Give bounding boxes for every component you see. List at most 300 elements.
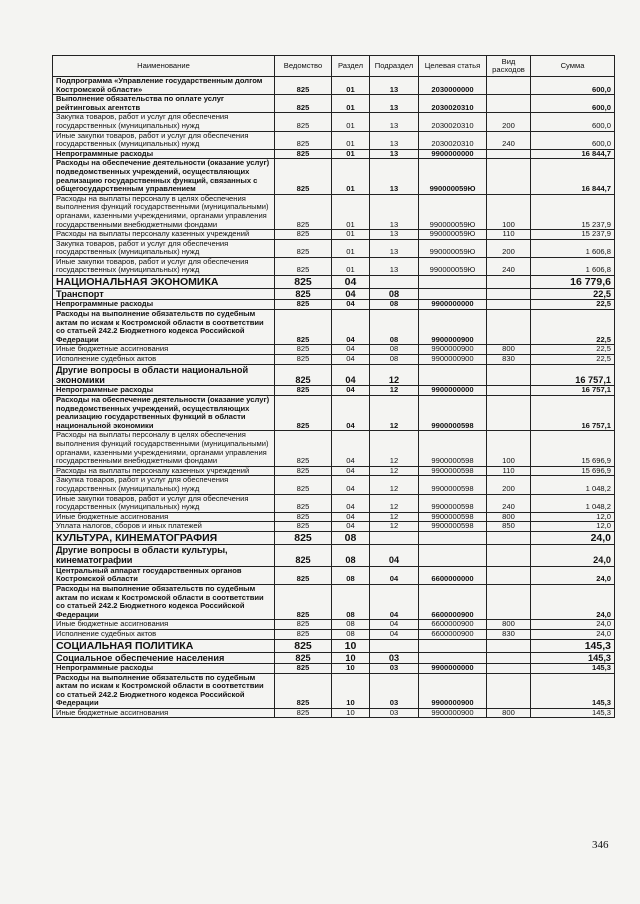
table-row [53, 345, 615, 355]
row-subsection: 12 [370, 466, 419, 476]
row-subsection: 13 [370, 95, 419, 113]
row-name: Непрограммные расходы [53, 300, 275, 310]
page-number: 346 [592, 839, 609, 851]
row-target-article: 2030020310 [419, 113, 487, 131]
row-subsection: 12 [370, 386, 419, 396]
row-expense-type [487, 396, 531, 431]
row-department: 825 [275, 257, 332, 275]
budget-table [52, 55, 615, 718]
row-section: 01 [332, 230, 370, 240]
row-subsection: 13 [370, 230, 419, 240]
table-row [53, 149, 615, 159]
row-amount: 22,5 [531, 310, 615, 345]
row-section: 04 [332, 355, 370, 365]
row-name: Исполнение судебных актов [53, 629, 275, 639]
row-subsection: 03 [370, 652, 419, 663]
row-expense-type: 200 [487, 476, 531, 494]
row-target-article [419, 544, 487, 566]
row-name: КУЛЬТУРА, КИНЕМАТОГРАФИЯ [53, 531, 275, 544]
row-amount: 600,0 [531, 95, 615, 113]
row-section: 04 [332, 494, 370, 512]
row-amount: 16 757,1 [531, 396, 615, 431]
row-target-article [419, 276, 487, 289]
row-amount: 145,3 [531, 652, 615, 663]
row-name: НАЦИОНАЛЬНАЯ ЭКОНОМИКА [53, 276, 275, 289]
table-row [53, 584, 615, 619]
row-section: 04 [332, 476, 370, 494]
row-name: Расходы на обеспечение деятельности (оказание услуг) подведомственных учреждений, осуществляющих реализацию государственных функций, связанных с общегосударственным управлением [53, 159, 275, 194]
row-subsection: 12 [370, 512, 419, 522]
row-amount: 24,0 [531, 531, 615, 544]
row-subsection: 13 [370, 77, 419, 95]
row-subsection: 04 [370, 584, 419, 619]
row-section: 04 [332, 300, 370, 310]
row-target-article: 9900000598 [419, 431, 487, 466]
table-row [53, 300, 615, 310]
row-target-article [419, 364, 487, 386]
row-department: 825 [275, 276, 332, 289]
row-name: Закупка товаров, работ и услуг для обеспечения государственных (муниципальных) нужд [53, 476, 275, 494]
row-section: 01 [332, 113, 370, 131]
row-amount: 16 757,1 [531, 364, 615, 386]
row-amount: 1 048,2 [531, 494, 615, 512]
row-amount: 22,5 [531, 300, 615, 310]
header-target-article: Целевая статья [419, 56, 487, 77]
row-target-article: 9900000598 [419, 476, 487, 494]
row-department: 825 [275, 386, 332, 396]
row-expense-type [487, 77, 531, 95]
row-subsection: 04 [370, 566, 419, 584]
row-target-article [419, 652, 487, 663]
table-row [53, 652, 615, 663]
row-amount: 145,3 [531, 663, 615, 673]
row-name: Иные бюджетные ассигнования [53, 708, 275, 718]
row-subsection: 03 [370, 673, 419, 708]
row-expense-type: 800 [487, 620, 531, 630]
row-expense-type [487, 386, 531, 396]
row-section: 01 [332, 239, 370, 257]
row-name: Расходы на выплаты персоналу в целях обеспечения выполнения функций государственными (муниципальными) органами, казенными учреждениями, органами управления государственными внебюджетными фондами [53, 194, 275, 229]
row-expense-type: 110 [487, 466, 531, 476]
row-department: 825 [275, 708, 332, 718]
row-section: 04 [332, 276, 370, 289]
table-row [53, 466, 615, 476]
row-amount: 24,0 [531, 620, 615, 630]
row-department: 825 [275, 531, 332, 544]
row-subsection: 13 [370, 159, 419, 194]
row-department: 825 [275, 639, 332, 652]
row-amount: 15 237,9 [531, 194, 615, 229]
row-subsection [370, 639, 419, 652]
row-department: 825 [275, 345, 332, 355]
row-section: 01 [332, 77, 370, 95]
table-row [53, 544, 615, 566]
row-amount: 24,0 [531, 584, 615, 619]
row-amount: 12,0 [531, 512, 615, 522]
row-subsection: 08 [370, 355, 419, 365]
row-expense-type: 800 [487, 345, 531, 355]
row-amount: 1 048,2 [531, 476, 615, 494]
table-row [53, 396, 615, 431]
row-subsection: 08 [370, 300, 419, 310]
row-expense-type: 830 [487, 355, 531, 365]
row-subsection: 04 [370, 544, 419, 566]
row-subsection: 04 [370, 629, 419, 639]
row-department: 825 [275, 566, 332, 584]
row-target-article: 990000059Ю [419, 159, 487, 194]
table-row [53, 310, 615, 345]
row-target-article: 2030020310 [419, 95, 487, 113]
table-body [53, 77, 615, 718]
row-expense-type [487, 159, 531, 194]
row-department: 825 [275, 289, 332, 300]
row-amount: 22,5 [531, 355, 615, 365]
table-header-row [53, 56, 615, 77]
row-expense-type [487, 566, 531, 584]
row-name: Другие вопросы в области национальной экономики [53, 364, 275, 386]
row-department: 825 [275, 512, 332, 522]
table-row [53, 673, 615, 708]
row-expense-type [487, 364, 531, 386]
row-department: 825 [275, 300, 332, 310]
row-expense-type: 800 [487, 512, 531, 522]
row-name: Иные бюджетные ассигнования [53, 620, 275, 630]
row-section: 01 [332, 95, 370, 113]
row-amount: 22,5 [531, 345, 615, 355]
row-department: 825 [275, 466, 332, 476]
row-target-article: 9900000000 [419, 386, 487, 396]
row-section: 04 [332, 364, 370, 386]
row-expense-type [487, 289, 531, 300]
row-target-article: 990000059Ю [419, 257, 487, 275]
row-name: Непрограммные расходы [53, 386, 275, 396]
row-name: Закупка товаров, работ и услуг для обеспечения государственных (муниципальных) нужд [53, 239, 275, 257]
row-department: 825 [275, 494, 332, 512]
row-target-article: 9900000598 [419, 396, 487, 431]
row-target-article: 2030000000 [419, 77, 487, 95]
row-name: Подпрограмма «Управление государственным долгом Костромской области» [53, 77, 275, 95]
row-name: Иные закупки товаров, работ и услуг для обеспечения государственных (муниципальных) нужд [53, 257, 275, 275]
header-expense-type: Вид расходов [487, 56, 531, 77]
row-amount: 1 606,8 [531, 239, 615, 257]
row-department: 825 [275, 159, 332, 194]
row-target-article: 2030020310 [419, 131, 487, 149]
row-department: 825 [275, 673, 332, 708]
row-name: Расходы на выполнение обязательств по судебным актам по искам к Костромской области в соответствии со статьей 242.2 Бюджетного кодекса Российской Федерации [53, 310, 275, 345]
row-name: Иные закупки товаров, работ и услуг для обеспечения государственных (муниципальных) нужд [53, 494, 275, 512]
table-row [53, 629, 615, 639]
row-name: Иные бюджетные ассигнования [53, 345, 275, 355]
row-section: 10 [332, 708, 370, 718]
table-row [53, 531, 615, 544]
row-subsection: 13 [370, 257, 419, 275]
header-name: Наименование [53, 56, 275, 77]
row-section: 01 [332, 131, 370, 149]
row-target-article: 9900000000 [419, 149, 487, 159]
row-target-article: 9900000900 [419, 708, 487, 718]
row-name: Выполнение обязательства по оплате услуг рейтинговых агентств [53, 95, 275, 113]
table-row [53, 131, 615, 149]
row-name: Уплата налогов, сборов и иных платежей [53, 522, 275, 532]
row-section: 08 [332, 531, 370, 544]
row-target-article: 990000059Ю [419, 239, 487, 257]
row-department: 825 [275, 620, 332, 630]
row-section: 01 [332, 194, 370, 229]
row-expense-type [487, 673, 531, 708]
row-section: 01 [332, 159, 370, 194]
row-section: 08 [332, 566, 370, 584]
row-expense-type: 240 [487, 257, 531, 275]
header-amount: Сумма [531, 56, 615, 77]
row-expense-type [487, 584, 531, 619]
row-name: Расходы на выполнение обязательств по судебным актам по искам к Костромской области в соответствии со статьей 242.2 Бюджетного кодекса Российской Федерации [53, 584, 275, 619]
row-target-article: 9900000598 [419, 512, 487, 522]
table-row [53, 708, 615, 718]
row-department: 825 [275, 629, 332, 639]
row-subsection: 12 [370, 522, 419, 532]
row-name: Расходы на выплаты персоналу в целях обеспечения выполнения функций государственными (муниципальными) органами, казенными учреждениями, органами управления государственными внебюджетными фондами [53, 431, 275, 466]
table-row [53, 239, 615, 257]
table-row [53, 512, 615, 522]
row-department: 825 [275, 77, 332, 95]
row-expense-type [487, 310, 531, 345]
row-target-article: 990000059Ю [419, 194, 487, 229]
table-row [53, 289, 615, 300]
row-name: Непрограммные расходы [53, 149, 275, 159]
row-subsection [370, 531, 419, 544]
row-target-article: 9900000598 [419, 466, 487, 476]
row-amount: 16 844,7 [531, 149, 615, 159]
row-department: 825 [275, 149, 332, 159]
row-expense-type: 850 [487, 522, 531, 532]
row-amount: 16 844,7 [531, 159, 615, 194]
table-row [53, 257, 615, 275]
table-row [53, 431, 615, 466]
budget-page [52, 55, 614, 718]
row-expense-type: 240 [487, 131, 531, 149]
row-expense-type [487, 276, 531, 289]
row-section: 04 [332, 512, 370, 522]
table-row [53, 663, 615, 673]
row-expense-type [487, 639, 531, 652]
table-row [53, 355, 615, 365]
row-expense-type: 240 [487, 494, 531, 512]
row-target-article [419, 639, 487, 652]
row-section: 01 [332, 149, 370, 159]
row-name: Исполнение судебных актов [53, 355, 275, 365]
row-subsection: 13 [370, 149, 419, 159]
row-subsection: 12 [370, 494, 419, 512]
row-section: 10 [332, 663, 370, 673]
row-name: Закупка товаров, работ и услуг для обеспечения государственных (муниципальных) нужд [53, 113, 275, 131]
row-amount: 15 696,9 [531, 431, 615, 466]
row-amount: 15 237,9 [531, 230, 615, 240]
row-target-article: 6600000900 [419, 584, 487, 619]
row-section: 04 [332, 345, 370, 355]
table-row [53, 566, 615, 584]
row-department: 825 [275, 230, 332, 240]
row-section: 04 [332, 386, 370, 396]
row-target-article: 9900000900 [419, 355, 487, 365]
row-subsection: 08 [370, 345, 419, 355]
row-subsection: 04 [370, 620, 419, 630]
row-amount: 1 606,8 [531, 257, 615, 275]
row-amount: 12,0 [531, 522, 615, 532]
table-row [53, 639, 615, 652]
row-name: СОЦИАЛЬНАЯ ПОЛИТИКА [53, 639, 275, 652]
row-target-article: 9900000000 [419, 663, 487, 673]
table-row [53, 476, 615, 494]
row-amount: 16 779,6 [531, 276, 615, 289]
row-section: 08 [332, 629, 370, 639]
row-expense-type [487, 149, 531, 159]
row-section: 04 [332, 289, 370, 300]
row-subsection: 12 [370, 364, 419, 386]
row-subsection: 03 [370, 663, 419, 673]
row-amount: 145,3 [531, 708, 615, 718]
row-amount: 15 696,9 [531, 466, 615, 476]
row-name: Расходы на выплаты персоналу казенных учреждений [53, 466, 275, 476]
row-name: Транспорт [53, 289, 275, 300]
header-department: Ведомство [275, 56, 332, 77]
row-expense-type [487, 531, 531, 544]
row-subsection [370, 276, 419, 289]
row-expense-type: 200 [487, 113, 531, 131]
row-expense-type [487, 544, 531, 566]
row-expense-type [487, 300, 531, 310]
row-amount: 24,0 [531, 566, 615, 584]
row-subsection: 12 [370, 431, 419, 466]
row-section: 04 [332, 466, 370, 476]
row-target-article: 9900000598 [419, 494, 487, 512]
row-section: 04 [332, 431, 370, 466]
row-section: 10 [332, 652, 370, 663]
row-section: 10 [332, 673, 370, 708]
row-subsection: 13 [370, 131, 419, 149]
row-amount: 600,0 [531, 131, 615, 149]
table-row [53, 522, 615, 532]
row-target-article: 9900000000 [419, 300, 487, 310]
row-expense-type: 110 [487, 230, 531, 240]
row-amount: 22,5 [531, 289, 615, 300]
row-amount: 600,0 [531, 77, 615, 95]
table-row [53, 95, 615, 113]
row-department: 825 [275, 522, 332, 532]
row-name: Центральный аппарат государственных органов Костромской области [53, 566, 275, 584]
row-subsection: 13 [370, 239, 419, 257]
row-amount: 600,0 [531, 113, 615, 131]
row-target-article: 6600000900 [419, 620, 487, 630]
row-section: 08 [332, 544, 370, 566]
row-target-article: 6600000000 [419, 566, 487, 584]
row-section: 01 [332, 257, 370, 275]
row-expense-type: 830 [487, 629, 531, 639]
row-section: 04 [332, 396, 370, 431]
row-subsection: 13 [370, 113, 419, 131]
row-department: 825 [275, 431, 332, 466]
row-section: 08 [332, 584, 370, 619]
table-row [53, 620, 615, 630]
row-expense-type: 100 [487, 431, 531, 466]
row-section: 04 [332, 310, 370, 345]
row-department: 825 [275, 663, 332, 673]
row-target-article: 6600000900 [419, 629, 487, 639]
header-section: Раздел [332, 56, 370, 77]
row-department: 825 [275, 131, 332, 149]
row-name: Иные бюджетные ассигнования [53, 512, 275, 522]
row-target-article [419, 531, 487, 544]
row-name: Другие вопросы в области культуры, кинематографии [53, 544, 275, 566]
row-department: 825 [275, 355, 332, 365]
row-name: Расходы на выплаты персоналу казенных учреждений [53, 230, 275, 240]
row-department: 825 [275, 310, 332, 345]
table-row [53, 494, 615, 512]
row-name: Иные закупки товаров, работ и услуг для обеспечения государственных (муниципальных) нужд [53, 131, 275, 149]
table-row [53, 113, 615, 131]
row-name: Расходы на выполнение обязательств по судебным актам по искам к Костромской области в соответствии со статьей 242.2 Бюджетного кодекса Российской Федерации [53, 673, 275, 708]
table-row [53, 364, 615, 386]
row-amount: 24,0 [531, 544, 615, 566]
row-department: 825 [275, 584, 332, 619]
row-department: 825 [275, 95, 332, 113]
table-row [53, 77, 615, 95]
row-expense-type [487, 95, 531, 113]
row-amount: 16 757,1 [531, 386, 615, 396]
table-row [53, 276, 615, 289]
row-expense-type [487, 652, 531, 663]
row-target-article: 9900000900 [419, 345, 487, 355]
header-subsection: Подраздел [370, 56, 419, 77]
row-target-article: 9900000900 [419, 673, 487, 708]
row-section: 10 [332, 639, 370, 652]
row-target-article [419, 289, 487, 300]
row-section: 04 [332, 522, 370, 532]
row-expense-type: 200 [487, 239, 531, 257]
row-subsection: 12 [370, 476, 419, 494]
row-department: 825 [275, 364, 332, 386]
row-department: 825 [275, 652, 332, 663]
row-target-article: 9900000900 [419, 310, 487, 345]
row-expense-type: 800 [487, 708, 531, 718]
row-name: Расходы на обеспечение деятельности (оказание услуг) подведомственных учреждений, осуществляющих реализацию государственных функций в области национальной экономики [53, 396, 275, 431]
row-target-article: 990000059Ю [419, 230, 487, 240]
row-target-article: 9900000598 [419, 522, 487, 532]
row-amount: 145,3 [531, 673, 615, 708]
row-section: 08 [332, 620, 370, 630]
row-subsection: 08 [370, 289, 419, 300]
row-subsection: 08 [370, 310, 419, 345]
row-amount: 145,3 [531, 639, 615, 652]
table-row [53, 386, 615, 396]
table-row [53, 194, 615, 229]
table-row [53, 230, 615, 240]
row-expense-type [487, 663, 531, 673]
row-department: 825 [275, 194, 332, 229]
row-department: 825 [275, 476, 332, 494]
row-department: 825 [275, 239, 332, 257]
table-row [53, 159, 615, 194]
row-subsection: 03 [370, 708, 419, 718]
row-department: 825 [275, 396, 332, 431]
row-amount: 24,0 [531, 629, 615, 639]
row-department: 825 [275, 544, 332, 566]
row-expense-type: 100 [487, 194, 531, 229]
row-department: 825 [275, 113, 332, 131]
row-name: Социальное обеспечение населения [53, 652, 275, 663]
row-subsection: 13 [370, 194, 419, 229]
row-subsection: 12 [370, 396, 419, 431]
row-name: Непрограммные расходы [53, 663, 275, 673]
